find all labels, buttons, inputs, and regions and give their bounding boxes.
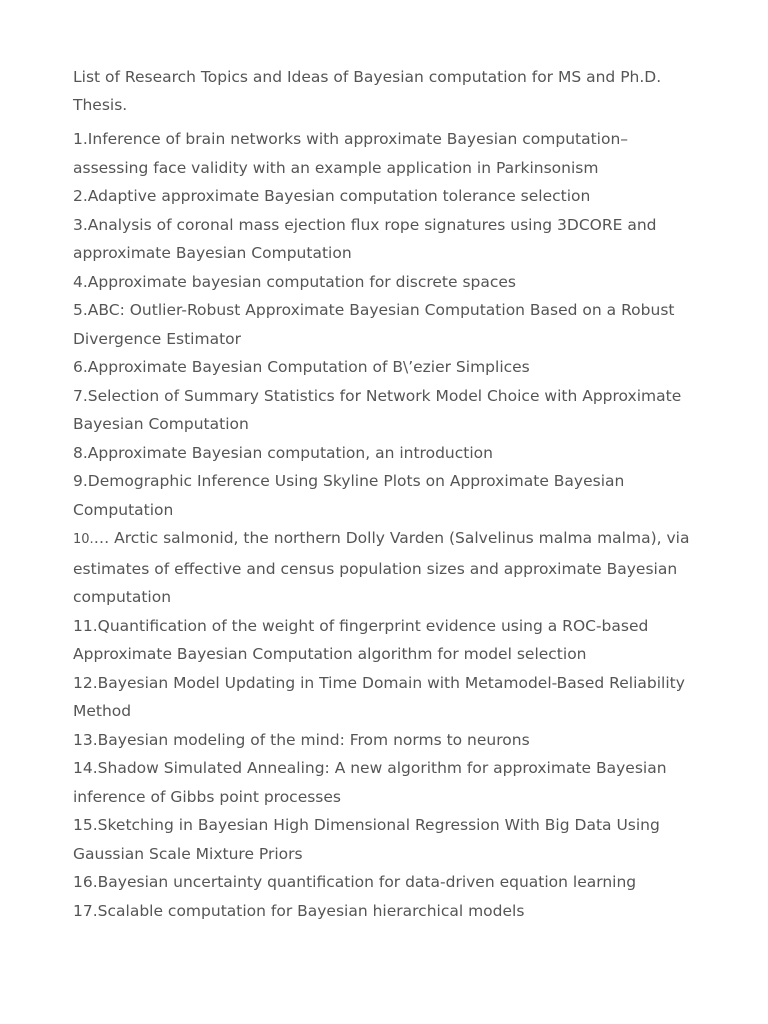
topic-number: 11. (73, 616, 98, 635)
list-item (73, 353, 703, 382)
list-item (73, 439, 703, 468)
list-item (73, 382, 703, 439)
topic-number: 2. (73, 187, 88, 205)
list-item (73, 268, 703, 297)
topic-number: 14. (73, 759, 98, 777)
list-item (73, 669, 703, 726)
topic-number: 6. (73, 358, 88, 376)
document-heading: List of Research Topics and Ideas of Bayesian computation for MS and Ph.D. Thesis. (73, 68, 662, 114)
topic-number: 8. (73, 443, 88, 462)
topic-number: 16. (73, 873, 98, 891)
topic-number: 7. (73, 386, 88, 405)
topic-title: … Arctic salmonid, the northern Dolly Varden (Salvelinus malma malma), via estimates of effective and census population sizes and approximate Bayesian computation (73, 529, 690, 606)
list-item (73, 897, 703, 926)
list-item (73, 467, 703, 524)
list-item (73, 125, 703, 182)
topic-title: Scalable computation for Bayesian hierarchical models (97, 901, 525, 920)
topic-title: Approximate bayesian computation for discrete spaces (87, 272, 517, 291)
list-item (73, 211, 703, 268)
topic-title: Shadow Simulated Annealing: A new algorithm for approximate Bayesian inference of Gibbs point processes (73, 759, 667, 806)
topic-title: Bayesian modeling of the mind: From norms to neurons (97, 730, 530, 749)
topic-title: Selection of Summary Statistics for Network Model Choice with Approximate Bayesian Computation (73, 386, 682, 433)
list-item (73, 811, 703, 868)
topic-title: Adaptive approximate Bayesian computation tolerance selection (87, 187, 591, 205)
topic-number: 9. (73, 472, 88, 490)
list-item (73, 296, 703, 353)
topic-number: 13. (73, 730, 98, 749)
topic-title: Inference of brain networks with approximate Bayesian computation– assessing face validity with an example application in Parkinsonism (73, 130, 629, 177)
document-page (73, 64, 703, 925)
topic-number: 17. (73, 901, 98, 920)
topic-title: Bayesian uncertainty quantification for data-driven equation learning (97, 873, 637, 891)
list-item (73, 754, 703, 811)
topic-number: 15. (73, 816, 98, 834)
topic-number: 10. (73, 532, 94, 547)
list-item (73, 612, 703, 669)
topic-number: 12. (73, 673, 98, 692)
topic-title: Analysis of coronal mass ejection flux rope signatures using 3DCORE and approximate Bayesian Computation (73, 215, 657, 262)
list-item (73, 868, 703, 897)
topic-title: Quantification of the weight of fingerprint evidence using a ROC-based Approximate Bayesian Computation algorithm for model selection (73, 616, 649, 663)
topic-number: 1. (73, 130, 88, 148)
list-item (73, 182, 703, 211)
topic-title: Sketching in Bayesian High Dimensional Regression With Big Data Using Gaussian Scale Mixture Priors (73, 816, 660, 863)
topic-number: 4. (73, 272, 88, 291)
topic-list (73, 125, 703, 925)
list-item (73, 726, 703, 755)
topic-title: ABC: Outlier-Robust Approximate Bayesian Computation Based on a Robust Divergence Estimator (73, 301, 675, 348)
topic-title: Bayesian Model Updating in Time Domain with Metamodel-Based Reliability Method (73, 673, 685, 720)
topic-title: Approximate Bayesian Computation of B\’ezier Simplices (87, 358, 530, 376)
topic-title: Approximate Bayesian computation, an introduction (87, 443, 493, 462)
list-item (73, 524, 703, 612)
topic-title: Demographic Inference Using Skyline Plots on Approximate Bayesian Computation (73, 472, 625, 519)
topic-number: 5. (73, 301, 88, 319)
topic-number: 3. (73, 215, 88, 234)
